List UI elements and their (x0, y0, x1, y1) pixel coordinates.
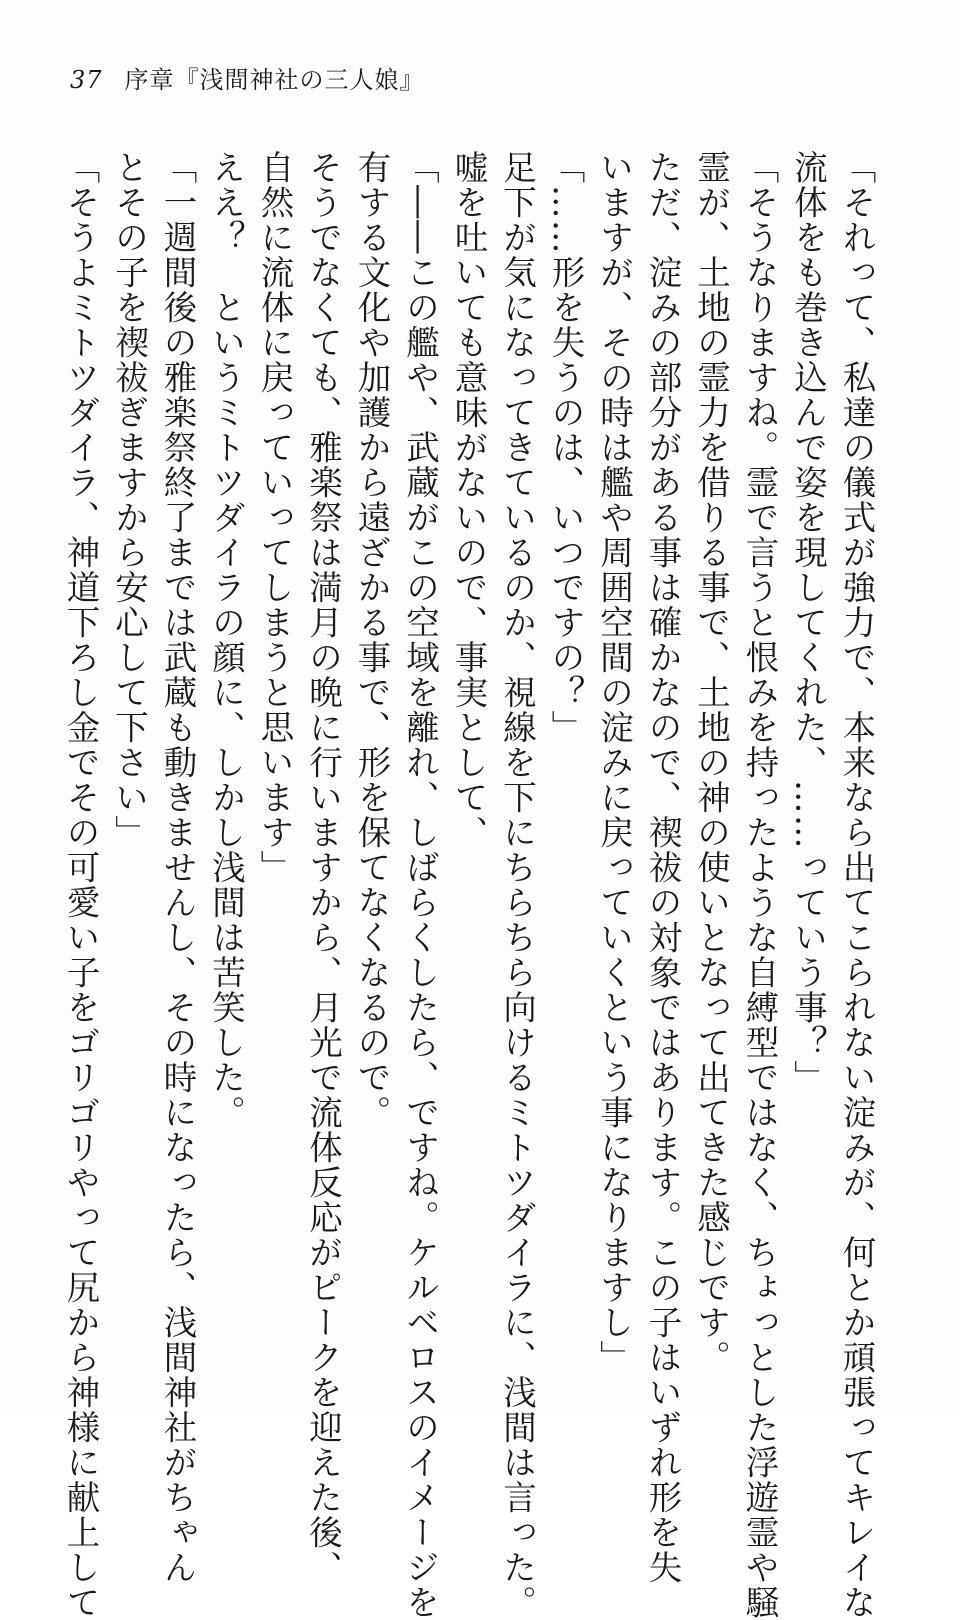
page-header (70, 60, 425, 95)
text-line: ええ？ というミトツダイラの顔に、しかし浅間は苦笑した。 (206, 150, 246, 1130)
text-line: 「――この艦や、武蔵がこの空域を離れ、しばらくしたら、ですね。ケルベロスのイメージを (400, 150, 440, 1620)
text-line: 自然に流体に戻っていってしまうと思います」 (255, 150, 294, 885)
text-line: 「……形を失うのは、いつですの？」 (546, 150, 585, 745)
vertical-text-body (56, 150, 881, 1620)
text-line: 「そうなりますね。霊で言うと恨みを持ったような自縛型ではなく、ちょっとした浮遊霊や騒 (740, 150, 779, 1620)
text-line: 足下が気になってきているのか、視線を下にちらちら向けるミトツダイラに、浅間は言った。 (497, 150, 537, 1620)
text-line: 有する文化や加護から遠ざかる事で、形を保てなくなるので。 (352, 150, 391, 1130)
chapter-title: 序章『浅間神社の三人娘』 (124, 66, 425, 94)
text-line: ただ、淀みの部分がある事は確かなので、禊祓の対象ではあります。この子はいずれ形を失 (643, 150, 682, 1585)
text-line: とその子を禊祓ぎますから安心して下さい」 (109, 150, 149, 850)
text-line: 「一週間後の雅楽祭終了までは武蔵も動きませんし、その時になったら、浅間神社がちゃん (158, 150, 197, 1585)
text-line: いますが、その時は艦や周囲空間の淀みに戻っていくという事になりますし」 (594, 150, 634, 1375)
page-number: 37 (70, 66, 103, 94)
text-line: 流体をも巻き込んで姿を現してくれた、……っていう事？」 (788, 150, 828, 1095)
text-line: 霊が、土地の霊力を借りる事で、土地の神の使いとなって出てきた感じです。 (691, 150, 731, 1375)
text-line: 「それって、私達の儀式が強力で、本来なら出てこられない淀みが、何とか頑張ってキレイな (837, 150, 876, 1620)
text-line: 「そうよミトツダイラ、神道下ろし金でその可愛い子をゴリゴリやって尻から神様に献上して (61, 150, 100, 1620)
text-line: そうでなくても、雅楽祭は満月の晩に行いますから、月光で流体反応がピークを迎えた後、 (303, 150, 343, 1585)
text-line: 嘘を吐いても意味がないので、事実として、 (449, 150, 488, 850)
